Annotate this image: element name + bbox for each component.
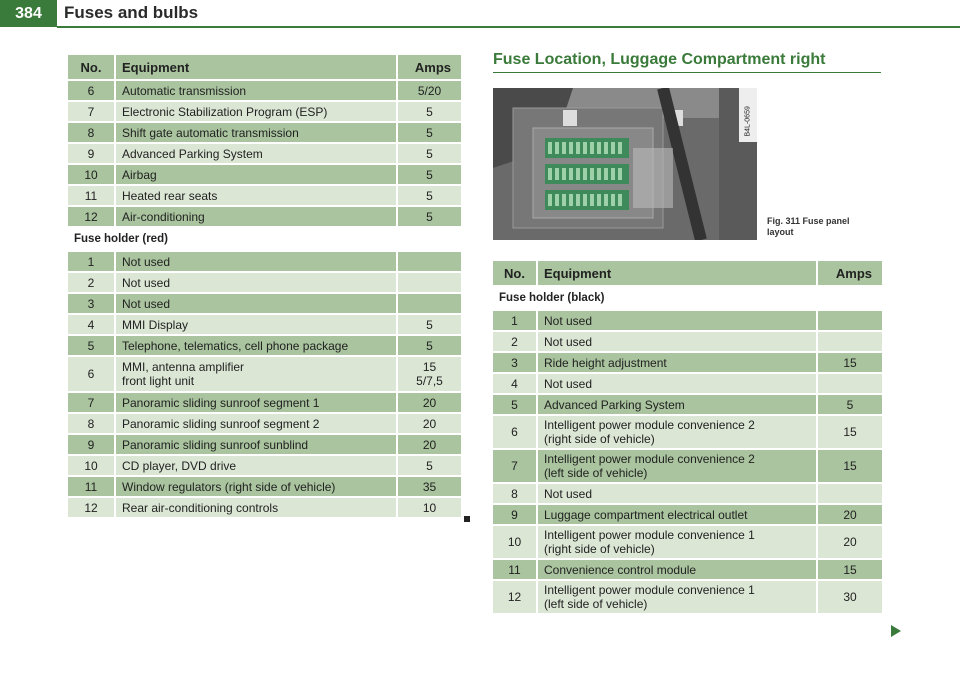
column-header-equipment: Equipment <box>536 261 816 287</box>
table-row <box>493 505 882 526</box>
equipment-line: Telephone, telematics, cell phone package <box>122 338 349 353</box>
fuse-number: 9 <box>68 435 114 456</box>
amps-value: 20 <box>422 437 437 452</box>
fuse-number: 12 <box>493 581 536 615</box>
amps-value: 5 <box>426 125 433 140</box>
table-row <box>68 186 461 207</box>
amps-value: 5 <box>426 458 433 473</box>
fuse-equipment <box>114 498 396 519</box>
fuse-amps <box>816 311 882 332</box>
amps-value: 5/7,5 <box>416 374 443 388</box>
fuse-number: 12 <box>68 207 114 228</box>
equipment-line: (left side of vehicle) <box>544 466 648 480</box>
fuse-equipment <box>536 581 816 615</box>
column-header-amps: Amps <box>396 55 461 81</box>
equipment-line: Heated rear seats <box>122 188 218 203</box>
fuse-amps <box>816 450 882 484</box>
fuse-amps <box>816 526 882 560</box>
fuse-number: 1 <box>493 311 536 332</box>
amps-value: 15 <box>843 459 857 473</box>
fuse-number: 11 <box>493 560 536 581</box>
table-row <box>68 102 461 123</box>
fuse-equipment <box>114 186 396 207</box>
equipment-line: Intelligent power module convenience 2 <box>544 452 755 466</box>
table-row <box>68 123 461 144</box>
fuse-equipment <box>536 505 816 526</box>
fuse-number: 7 <box>68 102 114 123</box>
fuse-number: 6 <box>493 416 536 450</box>
fuse-equipment <box>536 416 816 450</box>
fuse-amps <box>816 581 882 615</box>
amps-value: 5 <box>426 317 433 332</box>
fuse-amps <box>396 207 461 228</box>
table-row <box>68 144 461 165</box>
table-row <box>68 207 461 228</box>
equipment-line: Not used <box>122 296 171 311</box>
fuse-amps <box>396 477 461 498</box>
photo-code-label <box>742 91 754 139</box>
table-row <box>493 560 882 581</box>
table-row <box>68 435 461 456</box>
fuse-number: 4 <box>68 315 114 336</box>
fuse-amps <box>816 505 882 526</box>
section-end-marker <box>464 516 470 522</box>
fuse-number: 6 <box>68 81 114 102</box>
fuse-amps <box>816 395 882 416</box>
fuse-number: 5 <box>68 336 114 357</box>
column-header-no: No. <box>68 55 114 81</box>
fuse-number: 7 <box>493 450 536 484</box>
equipment-line: CD player, DVD drive <box>122 458 237 473</box>
fuse-number: 3 <box>493 353 536 374</box>
fuse-amps <box>396 357 461 393</box>
fuse-number: 6 <box>68 357 114 393</box>
fuse-amps <box>396 273 461 294</box>
figure-caption <box>767 216 850 238</box>
fuse-number: 11 <box>68 477 114 498</box>
table-row <box>68 336 461 357</box>
fuse-amps <box>396 456 461 477</box>
amps-value: 20 <box>422 395 437 410</box>
fuse-amps <box>396 186 461 207</box>
equipment-line: Not used <box>544 376 593 391</box>
amps-value: 5/20 <box>417 83 442 98</box>
fuse-amps <box>396 144 461 165</box>
fuse-amps <box>816 374 882 395</box>
figure-caption-text-1: Fuse panel <box>802 216 850 226</box>
fuse-amps <box>396 336 461 357</box>
equipment-line: Intelligent power module convenience 1 <box>544 583 755 597</box>
table-row <box>68 393 461 414</box>
fuse-amps <box>396 165 461 186</box>
amps-value: 5 <box>426 188 433 203</box>
table-row <box>493 395 882 416</box>
equipment-line: front light unit <box>122 374 195 388</box>
fuse-amps <box>396 393 461 414</box>
equipment-line: Luggage compartment electrical outlet <box>544 507 748 522</box>
fuse-table-right <box>493 261 882 615</box>
fuse-amps <box>396 102 461 123</box>
equipment-line: Not used <box>122 254 171 269</box>
equipment-line: Not used <box>122 275 171 290</box>
equipment-line: Rear air-conditioning controls <box>122 500 279 515</box>
amps-value: 5 <box>426 104 433 119</box>
fuse-amps <box>396 435 461 456</box>
amps-value: 5 <box>426 209 433 224</box>
equipment-line: MMI, antenna amplifier <box>122 360 245 374</box>
fuse-panel-illustration <box>493 88 757 240</box>
equipment-line: Panoramic sliding sunroof segment 1 <box>122 395 320 410</box>
fuse-equipment <box>114 357 396 393</box>
equipment-line: Not used <box>544 313 593 328</box>
column-header-equipment: Equipment <box>114 55 396 81</box>
table-row <box>493 484 882 505</box>
fuse-equipment <box>114 477 396 498</box>
fuse-number: 2 <box>68 273 114 294</box>
fuse-number: 8 <box>68 414 114 435</box>
fuse-equipment <box>114 165 396 186</box>
table-row <box>493 353 882 374</box>
fuse-amps <box>816 332 882 353</box>
fuse-number: 11 <box>68 186 114 207</box>
table-row <box>493 374 882 395</box>
equipment-line: (right side of vehicle) <box>544 542 655 556</box>
fuse-panel-photo <box>493 88 757 240</box>
equipment-line: Airbag <box>122 167 157 182</box>
amps-value: 5 <box>426 167 433 182</box>
fuse-amps <box>816 353 882 374</box>
fuse-number: 3 <box>68 294 114 315</box>
table-row <box>493 581 882 615</box>
fuse-equipment <box>114 315 396 336</box>
fuse-number: 10 <box>68 165 114 186</box>
fuse-equipment <box>114 81 396 102</box>
fuse-number: 9 <box>493 505 536 526</box>
fuse-number: 8 <box>68 123 114 144</box>
table-row <box>493 332 882 353</box>
table-row <box>68 315 461 336</box>
fuse-number: 7 <box>68 393 114 414</box>
equipment-line: Automatic transmission <box>122 83 247 98</box>
fuse-holder-red-label: Fuse holder (red) <box>68 228 461 252</box>
fuse-amps <box>396 81 461 102</box>
equipment-line: Air-conditioning <box>122 209 205 224</box>
equipment-line: Shift gate automatic transmission <box>122 125 299 140</box>
table-row <box>68 357 461 393</box>
amps-value: 20 <box>422 416 437 431</box>
fuse-equipment <box>114 435 396 456</box>
table-row <box>68 456 461 477</box>
fuse-amps <box>396 252 461 273</box>
table-row <box>493 311 882 332</box>
table-row <box>493 416 882 450</box>
figure-title: Fuse Location, Luggage Compartment right <box>493 51 826 68</box>
fuse-equipment <box>536 395 816 416</box>
amps-value: 10 <box>422 500 437 515</box>
figure-title-divider <box>493 72 881 73</box>
fuse-equipment <box>536 374 816 395</box>
page-number: 384 <box>0 0 57 27</box>
fuse-number: 10 <box>68 456 114 477</box>
fuse-equipment <box>536 332 816 353</box>
fuse-equipment <box>114 252 396 273</box>
fuse-amps <box>816 416 882 450</box>
table-row <box>68 414 461 435</box>
fuse-equipment <box>114 414 396 435</box>
table-row <box>68 165 461 186</box>
equipment-line: (left side of vehicle) <box>544 597 648 611</box>
equipment-line: (right side of vehicle) <box>544 432 655 446</box>
amps-value: 20 <box>843 535 857 549</box>
fuse-equipment <box>536 484 816 505</box>
fuse-amps <box>396 294 461 315</box>
equipment-line: Panoramic sliding sunroof sunblind <box>122 437 309 452</box>
fuse-number: 12 <box>68 498 114 519</box>
table-row <box>68 273 461 294</box>
figure-caption-text-2: layout <box>767 227 794 237</box>
fuse-equipment <box>536 353 816 374</box>
fuse-equipment <box>536 526 816 560</box>
fuse-number: 9 <box>68 144 114 165</box>
amps-value: 15 <box>422 360 437 374</box>
fuse-equipment <box>536 311 816 332</box>
fuse-amps <box>396 498 461 519</box>
equipment-line: Panoramic sliding sunroof segment 2 <box>122 416 320 431</box>
fuse-equipment <box>114 144 396 165</box>
equipment-line: Advanced Parking System <box>122 146 263 161</box>
fuse-equipment <box>536 560 816 581</box>
equipment-line: Advanced Parking System <box>544 397 685 412</box>
fuse-equipment <box>114 393 396 414</box>
amps-value: 5 <box>426 338 433 353</box>
equipment-line: Electronic Stabilization Program (ESP) <box>122 104 328 119</box>
table-row <box>493 450 882 484</box>
fuse-number: 2 <box>493 332 536 353</box>
column-header-amps: Amps <box>816 261 882 287</box>
fuse-equipment <box>114 207 396 228</box>
amps-value: 30 <box>843 590 857 604</box>
fuse-number: 4 <box>493 374 536 395</box>
fuse-number: 10 <box>493 526 536 560</box>
equipment-line: Convenience control module <box>544 562 697 577</box>
amps-value: 5 <box>846 397 854 412</box>
amps-value: 5 <box>426 146 433 161</box>
equipment-line: Ride height adjustment <box>544 355 667 370</box>
equipment-line: Not used <box>544 486 593 501</box>
figure-caption-label: Fig. 311 <box>767 216 801 226</box>
table-row <box>493 526 882 560</box>
amps-value: 35 <box>422 479 437 494</box>
fuse-equipment <box>114 102 396 123</box>
fuse-amps <box>396 123 461 144</box>
header-divider <box>57 26 960 28</box>
fuse-table-left <box>68 55 461 519</box>
photo-code-text: B4L-0659 <box>744 106 752 137</box>
fuse-equipment <box>114 273 396 294</box>
amps-value: 15 <box>843 355 857 370</box>
table-row <box>68 81 461 102</box>
fuse-amps <box>816 484 882 505</box>
fuse-equipment <box>114 336 396 357</box>
fuse-number: 1 <box>68 252 114 273</box>
table-row <box>68 477 461 498</box>
amps-value: 15 <box>843 562 857 577</box>
amps-value: 15 <box>843 425 857 439</box>
fuse-amps <box>396 414 461 435</box>
continue-arrow-icon <box>891 625 901 637</box>
equipment-line: MMI Display <box>122 317 189 332</box>
fuse-equipment <box>114 123 396 144</box>
fuse-equipment <box>114 294 396 315</box>
fuse-number: 5 <box>493 395 536 416</box>
equipment-line: Intelligent power module convenience 1 <box>544 528 755 542</box>
table-row <box>68 294 461 315</box>
equipment-line: Window regulators (right side of vehicle) <box>122 479 336 494</box>
page-title: Fuses and bulbs <box>64 3 199 22</box>
fuse-equipment <box>536 450 816 484</box>
fuse-equipment <box>114 456 396 477</box>
fuse-amps <box>396 315 461 336</box>
fuse-amps <box>816 560 882 581</box>
equipment-line: Intelligent power module convenience 2 <box>544 418 755 432</box>
amps-value: 20 <box>843 507 857 522</box>
table-row <box>68 498 461 519</box>
column-header-no: No. <box>493 261 536 287</box>
fuse-number: 8 <box>493 484 536 505</box>
equipment-line: Not used <box>544 334 593 349</box>
table-row <box>68 252 461 273</box>
fuse-holder-black-label: Fuse holder (black) <box>493 287 882 311</box>
